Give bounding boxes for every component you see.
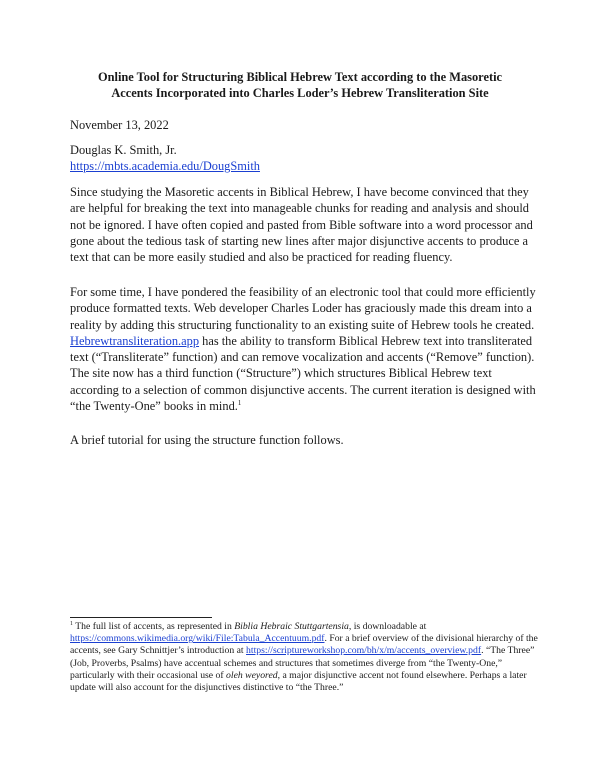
footnote-ref-marker[interactable]: 1 bbox=[237, 398, 242, 407]
footnote-text-2: , is downloadable at bbox=[348, 621, 427, 632]
author-name: Douglas K. Smith, Jr. bbox=[70, 143, 177, 157]
footnote-text-4: . “The Three” (Job, Proverbs, Psalms) have accentual schemes and structures that sometimes diverge from “the Twenty-One,” particularly with their occasional use of bbox=[70, 645, 535, 681]
document-title bbox=[60, 69, 540, 101]
footnote-text-1: The full list of accents, as represented in bbox=[73, 621, 235, 632]
wikimedia-link[interactable]: https://commons.wikimedia.org/wiki/File:Tabula_Accentuum.pdf bbox=[70, 633, 325, 645]
footnote bbox=[70, 621, 540, 694]
hebrewtransliteration-link[interactable]: Hebrewtransliteration.app bbox=[70, 333, 200, 348]
footnote-number: 1 bbox=[70, 620, 73, 627]
title-line-1: Online Tool for Structuring Biblical Hebrew Text according to the Masoretic bbox=[97, 70, 503, 84]
footnote-italic-oleh-weyored: oleh weyored bbox=[226, 669, 278, 681]
paragraph-2-text-a: For some time, I have pondered the feasibility of an electronic tool that could more efficiently produce formatted texts. Web developer Charles Loder has graciously made this dream into a reality by adding this structuring functionality to an existing suite of Hebrew tools he created. bbox=[70, 285, 536, 332]
document-date: November 13, 2022 bbox=[70, 118, 169, 132]
paragraph-1: Since studying the Masoretic accents in Biblical Hebrew, I have become convinced that they are helpful for breaking the text into manageable chunks for reading and analysis and should not be ignored. I have often copied and pasted from Bible software into a word processor and gone about the tedious task of starting new lines after major disjunctive accents to produce a text that can be more easily studied and also be practiced for reading fluency. bbox=[70, 185, 533, 265]
footnote-text-3: . For a brief overview of the divisional hierarchy of the accents, see Gary Schnittjer’s introduction at bbox=[70, 633, 538, 657]
paragraph-2 bbox=[70, 284, 540, 414]
footnote-italic-bhs: Biblia Hebraic Stuttgartensia bbox=[234, 621, 349, 632]
paragraph-2-text-b: has the ability to transform Biblical Hebrew text into transliterated text (“Transliterate” function) and can remove vocalization and accents (“Remove” function). The site now has a third function (“Structure”) which structures Biblical Hebrew text according to a selection of common disjunctive accents. The current iteration is designed with “the Twenty-One” books in mind. bbox=[70, 333, 536, 414]
footnote-text-5: , a major disjunctive accent not found elsewhere. Perhaps a later update will also account for the disjunctives distinctive to “the Three.” bbox=[70, 669, 527, 694]
author-url-link[interactable]: https://mbts.academia.edu/DougSmith bbox=[70, 159, 260, 174]
paragraph-3: A brief tutorial for using the structure function follows. bbox=[70, 433, 344, 447]
footnote-separator bbox=[70, 617, 212, 618]
title-line-2: Accents Incorporated into Charles Loder’s Hebrew Transliteration Site bbox=[111, 86, 489, 100]
scriptureworkshop-link[interactable]: https://scriptureworkshop.com/bh/x/m/accents_overview.pdf bbox=[246, 645, 482, 657]
author-block bbox=[70, 142, 540, 175]
